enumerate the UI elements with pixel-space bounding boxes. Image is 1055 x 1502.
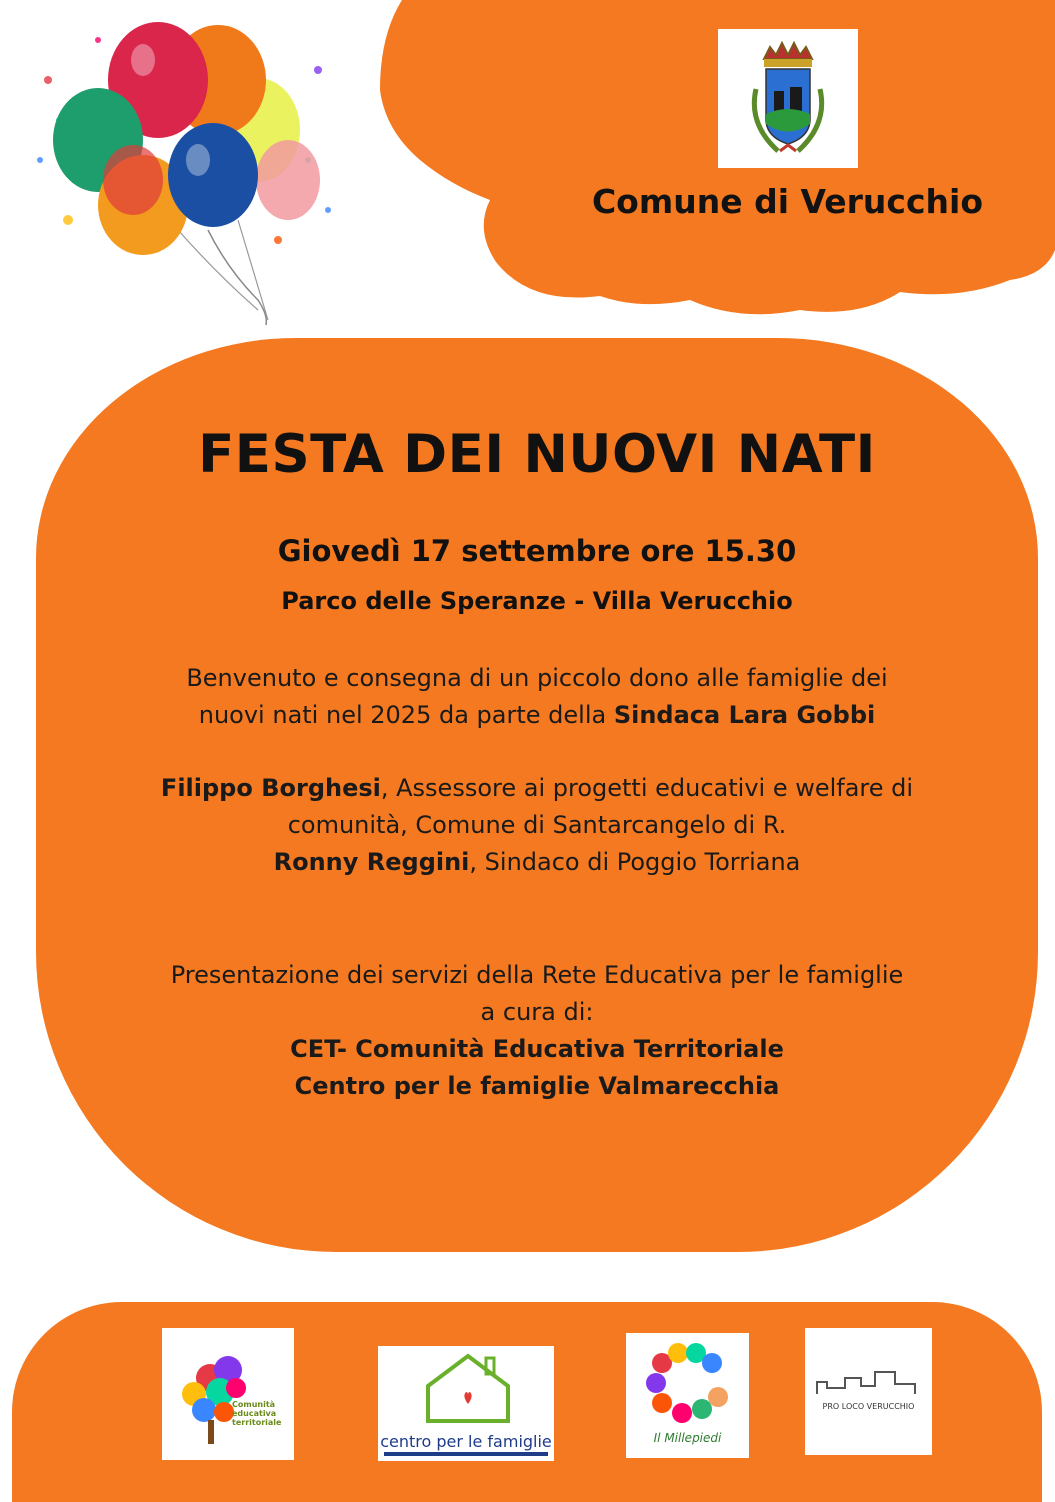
logo-millepiedi-text: Il Millepiedi (653, 1431, 722, 1445)
logo-pro-loco-text: PRO LOCO VERUCCHIO (822, 1402, 915, 1411)
welcome-line-2-text: nuovi nati nel 2025 da parte della (198, 701, 614, 729)
mayor-name: Sindaca Lara Gobbi (613, 701, 876, 729)
logo-millepiedi (626, 1333, 749, 1458)
presentation-line-2: a cura di: (480, 998, 594, 1026)
organization-2-name: Centro per le famiglie Valmarecchia (294, 1072, 780, 1100)
logo-cet-text: Comunità educativa territoriale (232, 1400, 282, 1427)
logo-centro-famiglie-text: centro per le famiglie (380, 1432, 552, 1451)
speaker-2-line (36, 844, 1038, 881)
speaker-1-line-1 (36, 770, 1038, 807)
castle-outline-icon (805, 1328, 932, 1455)
event-title: FESTA DEI NUOVI NATI (198, 424, 876, 485)
speaker-2-name: Ronny Reggini (273, 848, 470, 876)
logo-pro-loco (805, 1328, 932, 1455)
speaker-1-name: Filippo Borghesi (160, 774, 381, 802)
welcome-line-2 (36, 697, 1038, 734)
speakers-text (36, 770, 1038, 881)
organization-2 (36, 1068, 1038, 1105)
welcome-text (36, 660, 1038, 734)
welcome-line-1: Benvenuto e consegna di un piccolo dono alle famiglie dei (186, 664, 888, 692)
municipality-name: Comune di Verucchio (591, 182, 984, 221)
tree-mosaic-icon (162, 1328, 294, 1460)
presentation-line-1: Presentazione dei servizi della Rete Educativa per le famiglie (170, 961, 904, 989)
organization-1-name: CET- Comunità Educativa Territoriale (290, 1035, 784, 1063)
logo-cet (162, 1328, 294, 1460)
organization-1 (36, 1031, 1038, 1068)
coat-of-arms-icon (718, 29, 858, 168)
speaker-1-line-2: comunità, Comune di Santarcangelo di R. (287, 811, 787, 839)
event-date: Giovedì 17 settembre ore 15.30 (277, 534, 797, 568)
event-place: Parco delle Speranze - Villa Verucchio (281, 587, 793, 615)
logo-centro-famiglie (378, 1346, 554, 1461)
coat-of-arms-box (718, 29, 858, 168)
balloons-illustration (28, 20, 338, 330)
speaker-2-role: , Sindaco di Poggio Torriana (469, 848, 801, 876)
speaker-1-role-a: , Assessore ai progetti educativi e welfare di (380, 774, 914, 802)
presentation-text (36, 957, 1038, 1105)
